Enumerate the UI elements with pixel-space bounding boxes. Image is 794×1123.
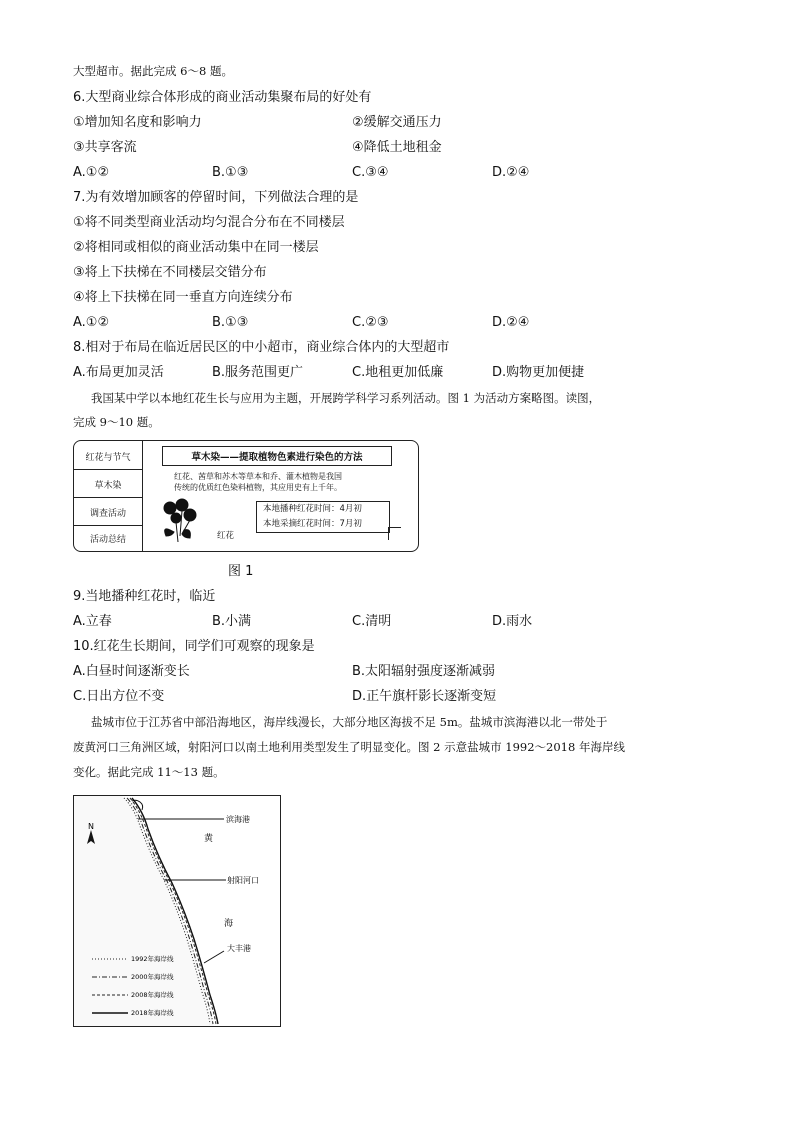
flower-label: 红花: [217, 531, 235, 541]
q7-statement-3: ③将上下扶梯在不同楼层交错分布: [73, 265, 267, 280]
figure-2-map: [73, 795, 281, 1027]
label-sea-1: 黄: [204, 834, 214, 844]
question-9-stem: 9.当地播种红花时，临近: [73, 589, 216, 604]
q9-option-c[interactable]: C.清明: [352, 614, 392, 629]
passage-3-line-1: 盐城市位于江苏省中部沿海地区，海岸线漫长，大部分地区海拔不足 5m。盐城市滨海港以北一带处于: [91, 715, 608, 729]
label-sea-2: 海: [224, 919, 234, 929]
menu-item-diaocha: 调查活动: [74, 499, 142, 526]
label-sheyang-estuary: 射阳河口: [227, 876, 259, 885]
q9-option-b[interactable]: B.小满: [212, 614, 252, 629]
intro-line: 大型超市。据此完成 6～8 题。: [73, 64, 233, 78]
q6-option-d[interactable]: D.②④: [492, 165, 530, 180]
passage-2-line-2: 完成 9～10 题。: [73, 415, 160, 429]
q10-option-c[interactable]: C.日出方位不变: [73, 689, 165, 704]
passage-3-line-2: 废黄河口三角洲区域，射阳河口以南土地利用类型发生了明显变化。图 2 示意盐城市 1992～2018 年海岸线: [73, 740, 625, 754]
figure-1-caption: 图 1: [228, 564, 254, 579]
q10-option-b[interactable]: B.太阳辐射强度逐渐减弱: [352, 664, 496, 679]
figure-1-dates: [256, 501, 390, 533]
passage-2-line-1: 我国某中学以本地红花生长与应用为主题，开展跨学科学习系列活动。图 1 为活动方案略图。读图，: [91, 391, 601, 405]
q8-option-d[interactable]: D.购物更加便捷: [492, 365, 585, 380]
figure-1-desc-line-2: 传统的优质红色染料植物，其应用史有上千年。: [174, 483, 342, 492]
legend-2008: 2008年海岸线: [131, 991, 174, 999]
q7-statement-4: ④将上下扶梯在同一垂直方向连续分布: [73, 290, 293, 305]
q6-statement-3: ③共享客流: [73, 140, 137, 155]
label-binhai-port: 滨海港: [226, 815, 250, 824]
leader-dafeng: [204, 951, 224, 963]
q9-option-a[interactable]: A.立春: [73, 614, 112, 629]
q7-statement-2: ②将相同或相似的商业活动集中在同一楼层: [73, 240, 319, 255]
label-dafeng-port: 大丰港: [227, 944, 251, 953]
q10-option-d[interactable]: D.正午旗杆影长逐渐变短: [352, 689, 497, 704]
q7-option-a[interactable]: A.①②: [73, 315, 110, 330]
pick-time: 本地采摘红花时间：7月初: [263, 519, 362, 529]
legend-2000: 2000年海岸线: [131, 973, 174, 981]
coastline-map: [74, 796, 280, 1026]
q8-option-c[interactable]: C.地租更加低廉: [352, 365, 444, 380]
question-10-stem: 10.红花生长期间，同学们可观察的现象是: [73, 639, 315, 654]
question-6-stem: 6.大型商业综合体形成的商业活动集聚布局的好处有: [73, 90, 372, 105]
figure-1-menu: [74, 441, 143, 551]
north-label: N: [88, 822, 94, 831]
figure-1: [73, 440, 419, 552]
menu-item-caomuran: 草木染: [74, 471, 142, 498]
q8-option-a[interactable]: A.布局更加灵活: [73, 365, 164, 380]
menu-item-jieqi: 红花与节气: [74, 443, 142, 470]
q8-option-b[interactable]: B.服务范围更广: [212, 365, 304, 380]
question-8-stem: 8.相对于布局在临近居民区的中小超市，商业综合体内的大型超市: [73, 340, 450, 355]
figure-1-description: [174, 471, 342, 493]
menu-item-zongjie: 活动总结: [89, 534, 126, 545]
figure-1-desc-line-1: 红花、茜草和苏木等草本和乔、灌木植物是我国: [174, 472, 342, 481]
sow-time: 本地播种红花时间：4月初: [263, 504, 362, 514]
q9-option-d[interactable]: D.雨水: [492, 614, 533, 629]
q6-option-c[interactable]: C.③④: [352, 165, 389, 180]
q6-option-a[interactable]: A.①②: [73, 165, 110, 180]
legend-1992: 1992年海岸线: [131, 955, 174, 963]
q7-option-d[interactable]: D.②④: [492, 315, 530, 330]
legend-2018: 2018年海岸线: [131, 1009, 174, 1017]
q7-statement-1: ①将不同类型商业活动均匀混合分布在不同楼层: [73, 215, 345, 230]
passage-3-line-3: 变化。据此完成 11～13 题。: [73, 765, 225, 779]
q10-option-a[interactable]: A.白昼时间逐渐变长: [73, 664, 190, 679]
figure-1-title: 草木染——提取植物色素进行染色的方法: [162, 446, 392, 466]
q6-statement-1: ①增加知名度和影响力: [73, 115, 202, 130]
question-7-stem: 7.为有效增加顾客的停留时间，下列做法合理的是: [73, 190, 359, 205]
q6-option-b[interactable]: B.①③: [212, 165, 249, 180]
q6-statement-4: ④降低土地租金: [352, 140, 442, 155]
q7-option-b[interactable]: B.①③: [212, 315, 249, 330]
page-curl: [388, 527, 401, 540]
q7-option-c[interactable]: C.②③: [352, 315, 389, 330]
safflower-icon: [156, 496, 208, 546]
q6-statement-2: ②缓解交通压力: [352, 115, 442, 130]
